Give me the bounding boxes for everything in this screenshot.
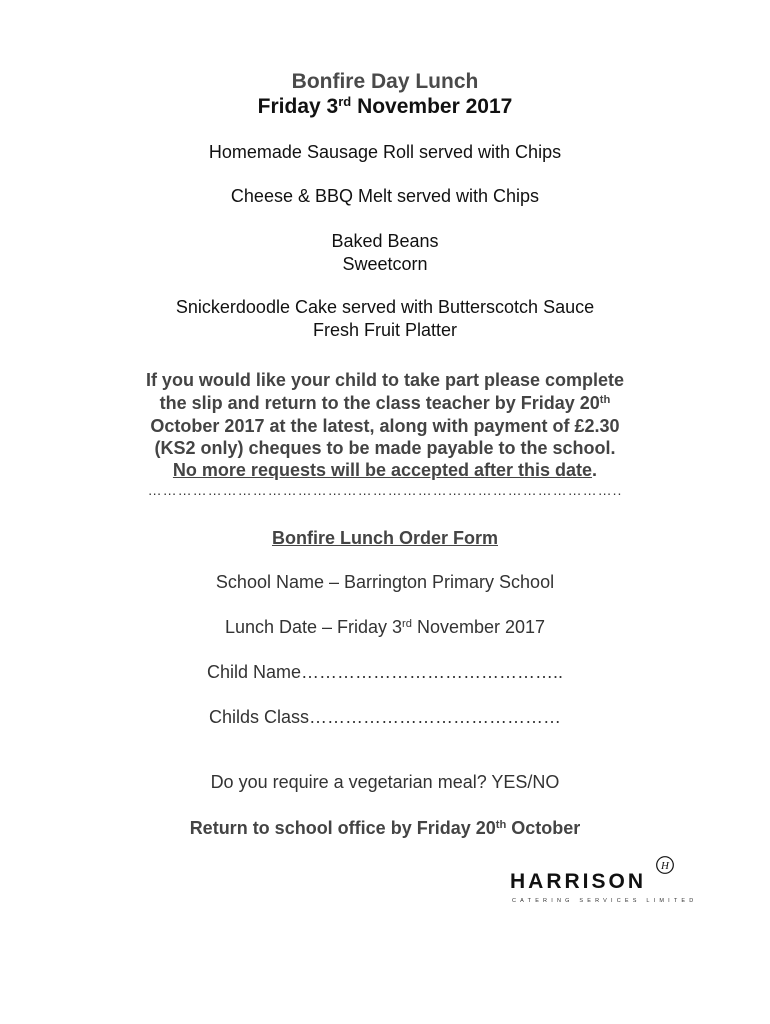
notice-deadline bbox=[0, 460, 770, 481]
menu-item: Baked Beans bbox=[331, 231, 439, 251]
event-date-day: Friday 3 bbox=[257, 95, 339, 118]
return-instruction bbox=[0, 818, 770, 839]
vegetarian-question[interactable]: Do you require a vegetarian meal? YES/NO bbox=[210, 772, 560, 792]
event-date bbox=[0, 95, 770, 119]
lunch-date-text: Lunch Date – Friday 3 bbox=[224, 617, 403, 637]
page-title: Bonfire Day Lunch bbox=[291, 70, 479, 93]
notice-line: If you would like your child to take part please complete bbox=[145, 370, 625, 390]
menu-item: Cheese & BBQ Melt served with Chips bbox=[230, 186, 540, 206]
menu-item: Sweetcorn bbox=[342, 254, 428, 274]
menu-item: Fresh Fruit Platter bbox=[312, 320, 458, 340]
notice-line bbox=[0, 393, 770, 414]
notice-line-text: the slip and return to the class teacher by Friday 20 bbox=[159, 393, 600, 413]
logo-tagline: CATERING SERVICES LIMITED bbox=[512, 898, 698, 904]
return-rest: October bbox=[506, 818, 581, 838]
event-date-ordinal: rd bbox=[338, 93, 352, 109]
childs-class-field[interactable]: Childs Class…………………………………… bbox=[208, 707, 562, 727]
notice-ordinal: th bbox=[599, 393, 611, 406]
menu-item: Snickerdoodle Cake served with Butterscotch Sauce bbox=[175, 297, 595, 317]
notice-deadline-period: . bbox=[592, 460, 598, 480]
cut-line-separator: ………………………………………………………………………………….. bbox=[147, 482, 623, 498]
menu-item: Homemade Sausage Roll served with Chips bbox=[208, 142, 562, 162]
lunch-date-rest: November 2017 bbox=[411, 617, 546, 637]
lunch-date-ordinal: rd bbox=[402, 617, 412, 630]
school-name-field: School Name – Barrington Primary School bbox=[215, 572, 555, 592]
return-text: Return to school office by Friday 20 bbox=[189, 818, 496, 838]
notice-deadline-text: No more requests will be accepted after this date bbox=[172, 460, 593, 480]
logo-emblem-icon bbox=[656, 856, 674, 874]
order-form-title: Bonfire Lunch Order Form bbox=[271, 528, 498, 548]
child-name-field[interactable]: Child Name…………………………………….. bbox=[206, 662, 564, 682]
return-ordinal: th bbox=[495, 818, 507, 831]
notice-line: (KS2 only) cheques to be made payable to the school. bbox=[154, 438, 616, 458]
logo-emblem-letter: H bbox=[661, 860, 669, 872]
event-date-rest: November 2017 bbox=[351, 95, 513, 118]
notice-line: October 2017 at the latest, along with payment of £2.30 bbox=[150, 416, 620, 436]
harrison-logo bbox=[510, 856, 698, 908]
lunch-date-field bbox=[0, 617, 770, 638]
logo-wordmark: HARRISON bbox=[510, 870, 647, 893]
